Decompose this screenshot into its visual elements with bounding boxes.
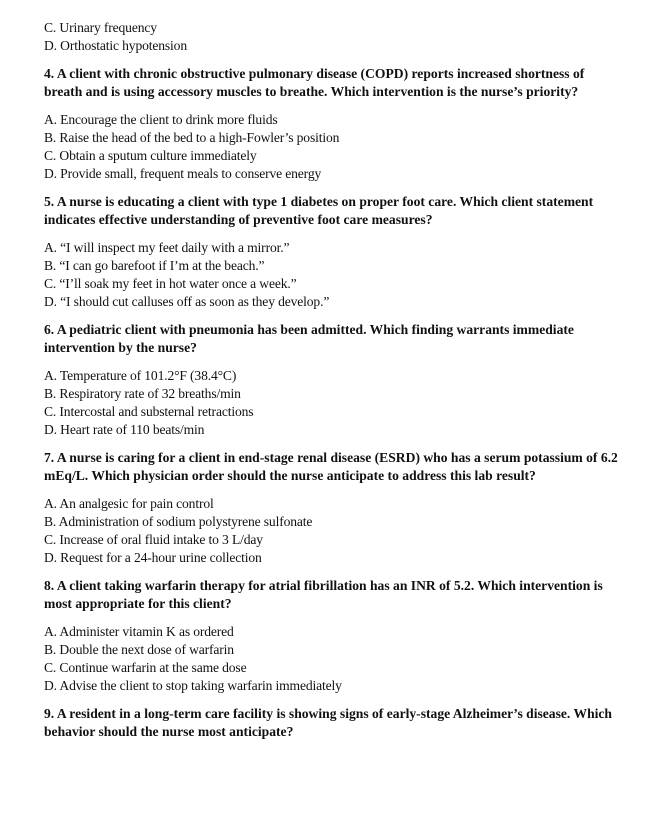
document-content: [44, 19, 624, 751]
question-text: 7. A nurse is caring for a client in end-stage renal disease (ESRD) who has a serum potassium of 6.2 mEq/L. Which physician order should the nurse anticipate to address this lab result?: [44, 450, 618, 483]
question-7: [44, 449, 624, 567]
question-4: [44, 65, 624, 183]
option-b: B. Administration of sodium polystyrene sulfonate: [44, 514, 313, 529]
option-a: A. Temperature of 101.2°F (38.4°C): [44, 368, 237, 383]
question-text: 6. A pediatric client with pneumonia has been admitted. Which finding warrants immediate intervention by the nurse?: [44, 322, 574, 355]
question-text: 9. A resident in a long-term care facility is showing signs of early-stage Alzheimer’s disease. Which behavior should the nurse most anticipate?: [44, 706, 612, 739]
option-b: B. “I can go barefoot if I’m at the beach.”: [44, 258, 265, 273]
option-b: B. Double the next dose of warfarin: [44, 642, 234, 657]
question-8: [44, 577, 624, 695]
question-9: [44, 705, 624, 741]
option-b: B. Respiratory rate of 32 breaths/min: [44, 386, 241, 401]
question-5: [44, 193, 624, 311]
option-d: D. “I should cut calluses off as soon as they develop.”: [44, 294, 330, 309]
option-c: C. Continue warfarin at the same dose: [44, 660, 247, 675]
question-text: 4. A client with chronic obstructive pulmonary disease (COPD) reports increased shortness of breath and is using accessory muscles to breathe. Which intervention is the nurse’s priority?: [44, 66, 585, 99]
option-d: D. Advise the client to stop taking warfarin immediately: [44, 678, 342, 693]
option-d: D. Provide small, frequent meals to conserve energy: [44, 166, 322, 181]
option-a: A. Administer vitamin K as ordered: [44, 624, 234, 639]
option-d: D. Request for a 24-hour urine collection: [44, 550, 262, 565]
option-a: A. Encourage the client to drink more fluids: [44, 112, 278, 127]
option-c: C. Obtain a sputum culture immediately: [44, 148, 257, 163]
option-a: A. An analgesic for pain control: [44, 496, 214, 511]
option-c: C. Urinary frequency: [44, 20, 157, 35]
continued-options: [44, 19, 624, 55]
option-a: A. “I will inspect my feet daily with a mirror.”: [44, 240, 290, 255]
option-c: C. “I’ll soak my feet in hot water once a week.”: [44, 276, 297, 291]
question-6: [44, 321, 624, 439]
question-text: 8. A client taking warfarin therapy for atrial fibrillation has an INR of 5.2. Which intervention is most appropriate for this client?: [44, 578, 603, 611]
option-d: D. Orthostatic hypotension: [44, 38, 187, 53]
question-text: 5. A nurse is educating a client with type 1 diabetes on proper foot care. Which client statement indicates effective understanding of preventive foot care measures?: [44, 194, 594, 227]
option-d: D. Heart rate of 110 beats/min: [44, 422, 205, 437]
option-c: C. Increase of oral fluid intake to 3 L/day: [44, 532, 263, 547]
option-b: B. Raise the head of the bed to a high-Fowler’s position: [44, 130, 340, 145]
option-c: C. Intercostal and substernal retractions: [44, 404, 254, 419]
